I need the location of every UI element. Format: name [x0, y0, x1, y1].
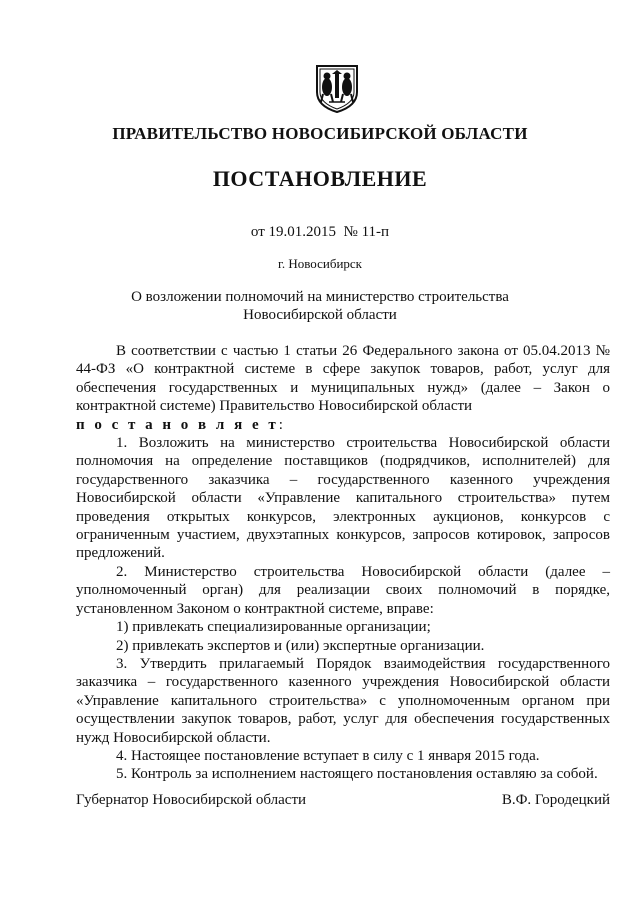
decree-word: п о с т а н о в л я е т [76, 416, 279, 433]
document-body [76, 342, 610, 784]
city-line: г. Новосибирск [277, 256, 362, 271]
issuing-authority: ПРАВИТЕЛЬСТВО НОВОСИБИРСКОЙ ОБЛАСТИ [112, 124, 528, 143]
novosibirsk-coat-of-arms-icon [314, 62, 360, 114]
document-subject [120, 288, 520, 324]
item-2-2-paragraph: 2) привлекать экспертов и (или) экспертные организации. [116, 637, 485, 654]
item-5-paragraph: 5. Контроль за исполнением настоящего постановления оставляю за собой. [116, 766, 598, 783]
decree-paragraph [76, 416, 610, 434]
item-3-paragraph: 3. Утвердить прилагаемый Порядок взаимодействия государственного заказчика – государственного казенного учреждения Новосибирской области «Управление капитального строительства» с уполномоченным органом при осуществлении закупок товаров, работ, услуг для обеспечения государственных нужд Новосибирской области. [76, 655, 610, 746]
item-2-1-paragraph: 1) привлекать специализированные организации; [116, 619, 431, 636]
item-2-paragraph: 2. Министерство строительства Новосибирской области (далее – уполномоченный орган) для реализации своих полномочий в порядке, установленном Законом о контрактной системе, вправе: [76, 563, 610, 617]
decree-colon: : [278, 416, 283, 433]
signer-name: В.Ф. Городецкий [501, 792, 610, 808]
date-and-number: от 19.01.2015 № 11-п [250, 224, 390, 240]
item-4-paragraph: 4. Настоящее постановление вступает в силу с 1 января 2015 года. [116, 747, 540, 764]
signer-position: Губернатор Новосибирской области [76, 792, 307, 808]
subject-line-1: О возложении полномочий на министерство строительства [131, 289, 509, 305]
preamble-text: В соответствии с частью 1 статьи 26 Федерального закона от 05.04.2013 № 44-ФЗ «О контрактной системе в сфере закупок товаров, работ, услуг для обеспечения государственных и муниципальных нужд» (далее – Закон о контрактной системе) Правительство Новосибирской области [76, 343, 610, 415]
item-1-paragraph: 1. Возложить на министерство строительства Новосибирской области полномочия на определение поставщиков (подрядчиков, исполнителей) для государственного заказчика – государственного казенного учреждения Новосибирской области «Управление капитального строительства» путем проведения открытых конкурсов, электронных аукционов, конкурсов с ограниченным участием, двухэтапных конкурсов, запросов котировок, запросов предложений. [76, 435, 610, 562]
preamble-paragraph [76, 342, 610, 416]
subject-line-2: Новосибирской области [243, 307, 397, 323]
document-type-title: ПОСТАНОВЛЕНИЕ [212, 166, 428, 191]
